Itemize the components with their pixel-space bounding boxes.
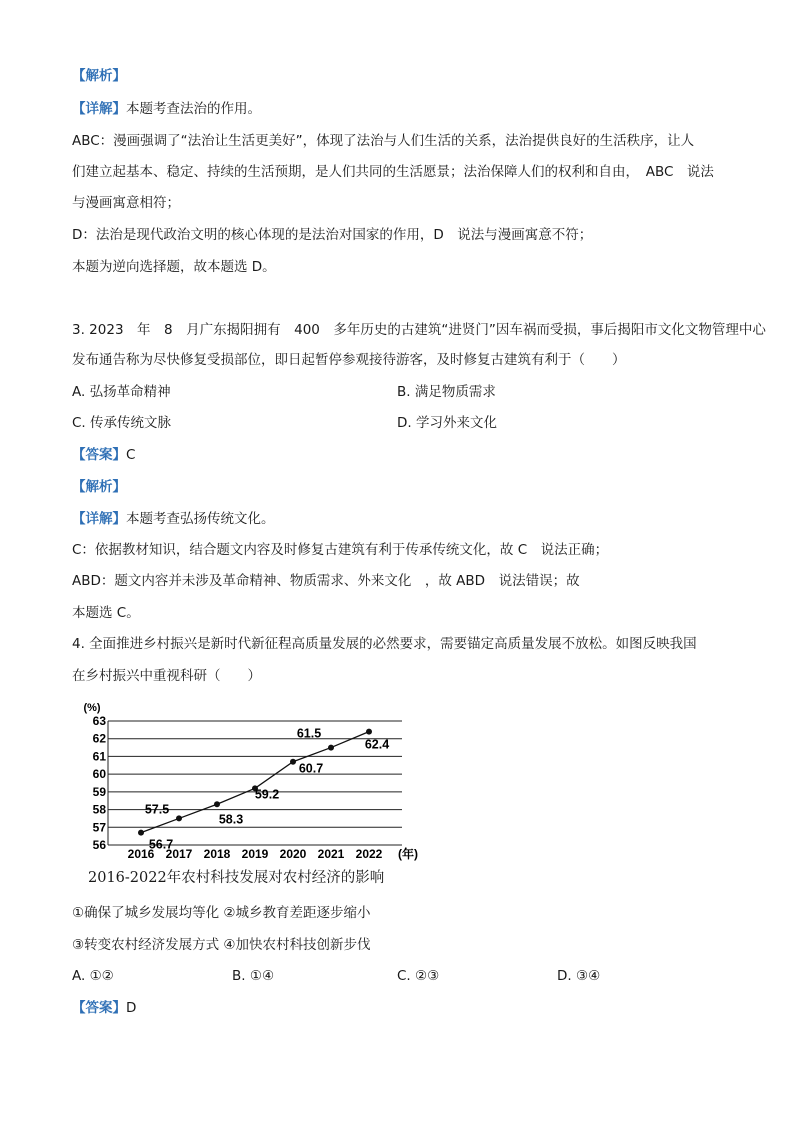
q3-stem-line2: 发布通告称为尽快修复受损部位，即日起暂停参观接待游客，及时修复古建筑有利于（ ） [72,352,626,368]
q4-answer [72,998,136,1018]
q4-answer-value: D [126,1000,137,1016]
y-tick-label: 57 [92,820,106,835]
q3-option-b: B. 满足物质需求 [397,384,496,400]
q4-option-c: C. ②③ [397,968,440,984]
q3-option-c: C. 传承传统文脉 [72,415,172,431]
q2-abc-line1: ABC：漫画强调了“法治让生活更美好”，体现了法治与人们生活的关系，法治提供良好的生活秩序，让人 [72,133,695,149]
q2-abc-line2: 们建立起基本、稳定、持续的生活预期，是人们共同的生活愿景；法治保障人们的权利和自由， ABC 说法 [72,164,714,180]
q2-abc-line3: 与漫画寓意相符； [72,195,180,211]
series-line [141,732,369,833]
x-tick-label: 2018 [203,847,231,861]
q3-jiexi-heading: 【解析】 [72,479,126,495]
data-point [366,729,372,735]
q4-option-b: B. ①④ [232,968,275,984]
q3-option-d: D. 学习外来文化 [397,415,497,431]
y-tick-label: 58 [92,802,106,817]
q3-xiangjie-text: 本题考查弘扬传统文化。 [126,511,275,527]
q4-answer-tag: 【答案】 [72,1000,126,1016]
q4-statements-line2: ③转变农村经济发展方式 ④加快农村科技创新步伐 [72,937,371,953]
x-tick-label: 2019 [241,847,269,861]
data-point [214,801,220,807]
x-tick-label: 2021 [317,847,345,861]
q3-c-line: C：依据教材知识，结合题文内容及时修复古建筑有利于传承传统文化，故 C 说法正确； [72,542,609,558]
q2-xiangjie-text: 本题考查法治的作用。 [126,101,261,117]
q2-conclusion: 本题为逆向选择题，故本题选 D。 [72,259,276,275]
data-label: 61.5 [296,726,322,741]
data-label: 62.4 [364,737,390,752]
data-point [176,815,182,821]
data-point [328,745,334,751]
q4-stem-line1: 4. 全面推进乡村振兴是新时代新征程高质量发展的必然要求，需要锚定高质量发展不放松。如图反映我国 [72,636,697,652]
y-tick-label: 60 [92,767,106,782]
y-tick-label: 59 [92,784,106,799]
data-label: 58.3 [218,812,244,827]
q4-statements-line1: ①确保了城乡发展均等化 ②城乡教育差距逐步缩小 [72,905,371,921]
q3-abd-line: ABD：题文内容并未涉及革命精神、物质需求、外来文化 ，故 ABD 说法错误；故 [72,573,580,589]
x-tick-label: 2017 [165,847,193,861]
data-label: 59.2 [254,787,280,802]
x-axis-label: (年) [398,847,418,861]
x-tick-label: 2016 [127,847,155,861]
q3-option-a: A. 弘扬革命精神 [72,384,171,400]
q2-jiexi-heading: 【解析】 [72,68,126,84]
q4-stem-line2: 在乡村振兴中重视科研（ ） [72,668,261,684]
q2-xiangjie-tag: 【详解】 [72,101,126,117]
data-label: 57.5 [144,802,170,817]
data-point [138,830,144,836]
data-label: 56.7 [148,837,174,852]
y-tick-label: 61 [92,749,106,764]
y-tick-label: 62 [92,731,106,746]
q3-xiangjie-tag: 【详解】 [72,511,126,527]
q4-option-a: A. ①② [72,968,114,984]
q4-option-d: D. ③④ [557,968,601,984]
data-point [290,759,296,765]
x-tick-label: 2022 [355,847,383,861]
q3-conclusion: 本题选 C。 [72,605,140,621]
q3-answer-tag: 【答案】 [72,447,126,463]
y-axis-label: (%) [83,702,101,714]
data-label: 60.7 [298,761,324,776]
q2-d-line: D：法治是现代政治文明的核心体现的是法治对国家的作用，D 说法与漫画寓意不符； [72,227,593,243]
q3-answer-value: C [126,447,136,463]
x-tick-label: 2020 [279,847,307,861]
chart-title: 2016-2022年农村科技发展对农村经济的影响 [88,870,385,886]
y-tick-label: 56 [92,838,106,852]
y-tick-label: 63 [92,714,106,728]
q3-stem-line1: 3. 2023 年 8 月广东揭阳拥有 400 多年历史的古建筑“进贤门”因车祸而受损，事后揭阳市文化文物管理中心 [72,322,766,338]
